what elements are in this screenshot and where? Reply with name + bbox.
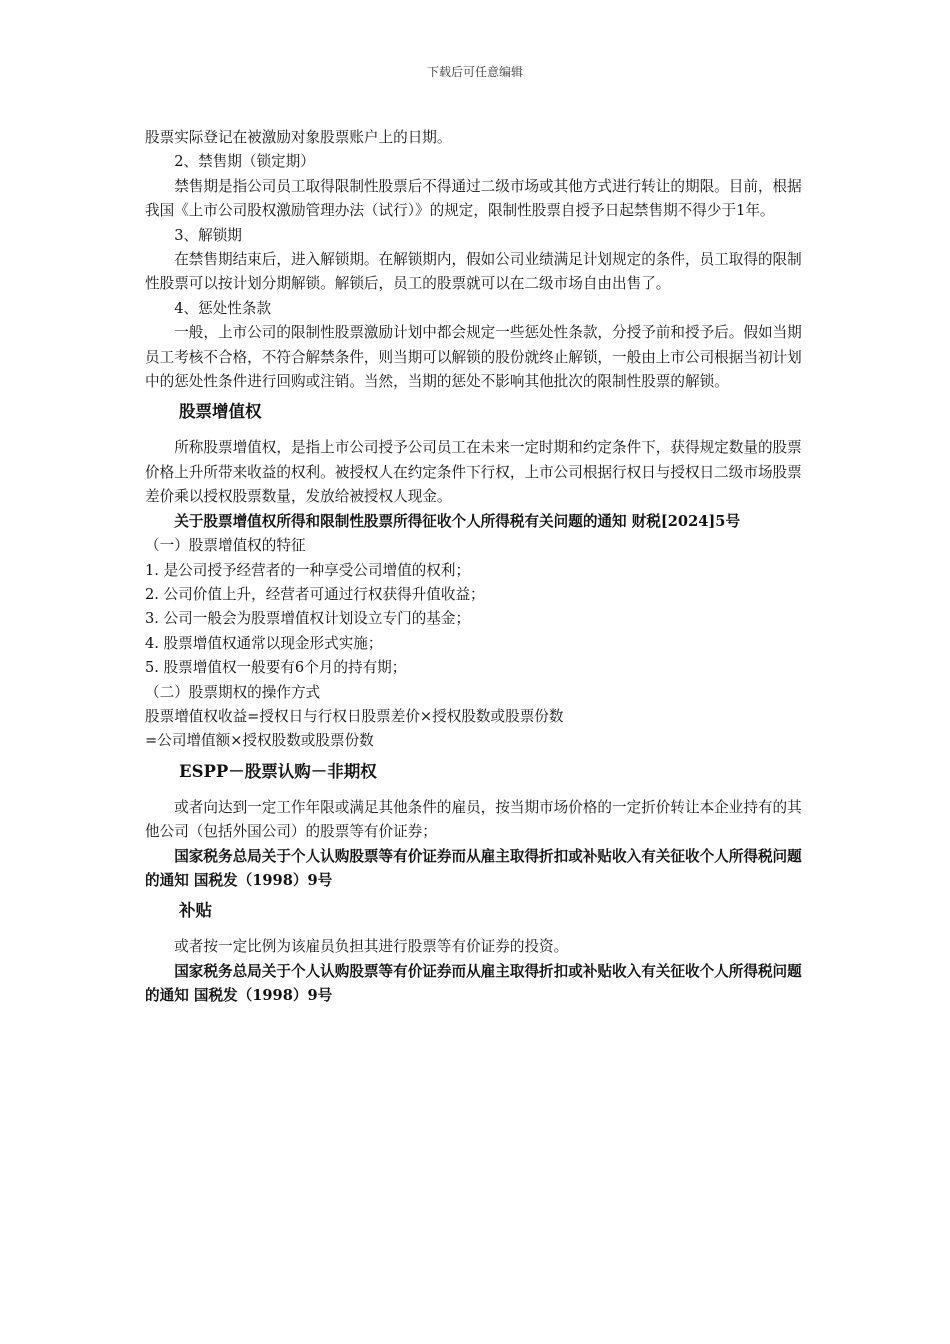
heading-espp: ESPP－股票认购－非期权 [179,761,377,781]
list-item: 2. 公司价值上升，经营者可通过行权获得升值收益； [145,585,485,603]
heading-subsidy: 补贴 [179,901,212,921]
subsection-title: （一）股票增值权的特征 [145,537,306,555]
list-item: 5. 股票增值权一般要有6个月的持有期； [145,659,407,677]
notice-reference: 国家税务总局关于个人认购股票等有价证券而从雇主取得折扣或补贴收入有关征收个人所得税问题的通知 国税发（1998）9号 [145,962,802,1005]
section-title-lockup: 2、禁售期（锁定期） [174,153,315,171]
notice-reference: 国家税务总局关于个人认购股票等有价证券而从雇主取得折扣或补贴收入有关征收个人所得税问题的通知 国税发（1998）9号 [145,847,802,889]
section-title-penalty: 4、惩处性条款 [174,299,272,317]
heading-sar: 股票增值权 [179,402,262,422]
paragraph: 禁售期是指公司员工取得限制性股票后不得通过二级市场或其他方式进行转让的期限。目前，根据我国《上市公司股权激励管理办法（试行）》的规定，限制性股票自授予日起禁售期不得少于1年。 [145,177,802,220]
paragraph: 一般，上市公司的限制性股票激励计划中都会规定一些惩处性条款，分授予前和授予后。假如当期员工考核不合格，不符合解禁条件，则当期可以解锁的股份就终止解锁，一般由上市公司根据当初计划中的惩处性条件进行回购或注销。当然，当期的惩处不影响其他批次的限制性股票的解锁。 [145,324,802,391]
list-item: 3. 公司一般会为股票增值权计划设立专门的基金； [145,610,471,628]
paragraph: 股票实际登记在被激励对象股票账户上的日期。 [145,129,452,146]
paragraph: 或者向达到一定工作年限或满足其他条件的雇员，按当期市场价格的一定折价转让本企业持有的其他公司（包括外国公司）的股票等有价证券； [145,798,802,841]
document-body [145,126,809,1009]
formula-line: 股票增值权收益=授权日与行权日股票差价×授权股数或股票份数 [145,707,564,725]
paragraph: 或者按一定比例为该雇员负担其进行股票等有价证券的投资。 [174,938,569,956]
list-item: 1. 是公司授予经营者的一种享受公司增值的权利； [145,561,471,579]
paragraph: 所称股票增值权，是指上市公司授予公司员工在未来一定时期和约定条件下，获得规定数量的股票价格上升所带来收益的权利。被授权人在约定条件下行权，上市公司根据行权日与授权日二级市场股票差价乘以授权股票数量，发放给被授权人现金。 [145,439,802,506]
list-item: 4. 股票增值权通常以现金形式实施； [145,634,383,652]
page-header: 下载后可任意编辑 [426,65,523,79]
paragraph: 在禁售期结束后，进入解锁期。在解锁期内，假如公司业绩满足计划规定的条件，员工取得的限制性股票可以按计划分期解锁。解锁后，员工的股票就可以在二级市场自由出售了。 [145,251,802,293]
formula-line: =公司增值额×授权股数或股票份数 [145,732,374,750]
subsection-title: （二）股票期权的操作方式 [145,683,321,701]
section-title-unlock: 3、解锁期 [174,226,242,244]
notice-reference: 关于股票增值权所得和限制性股票所得征收个人所得税有关问题的通知 财税[2024]5号 [174,512,741,530]
